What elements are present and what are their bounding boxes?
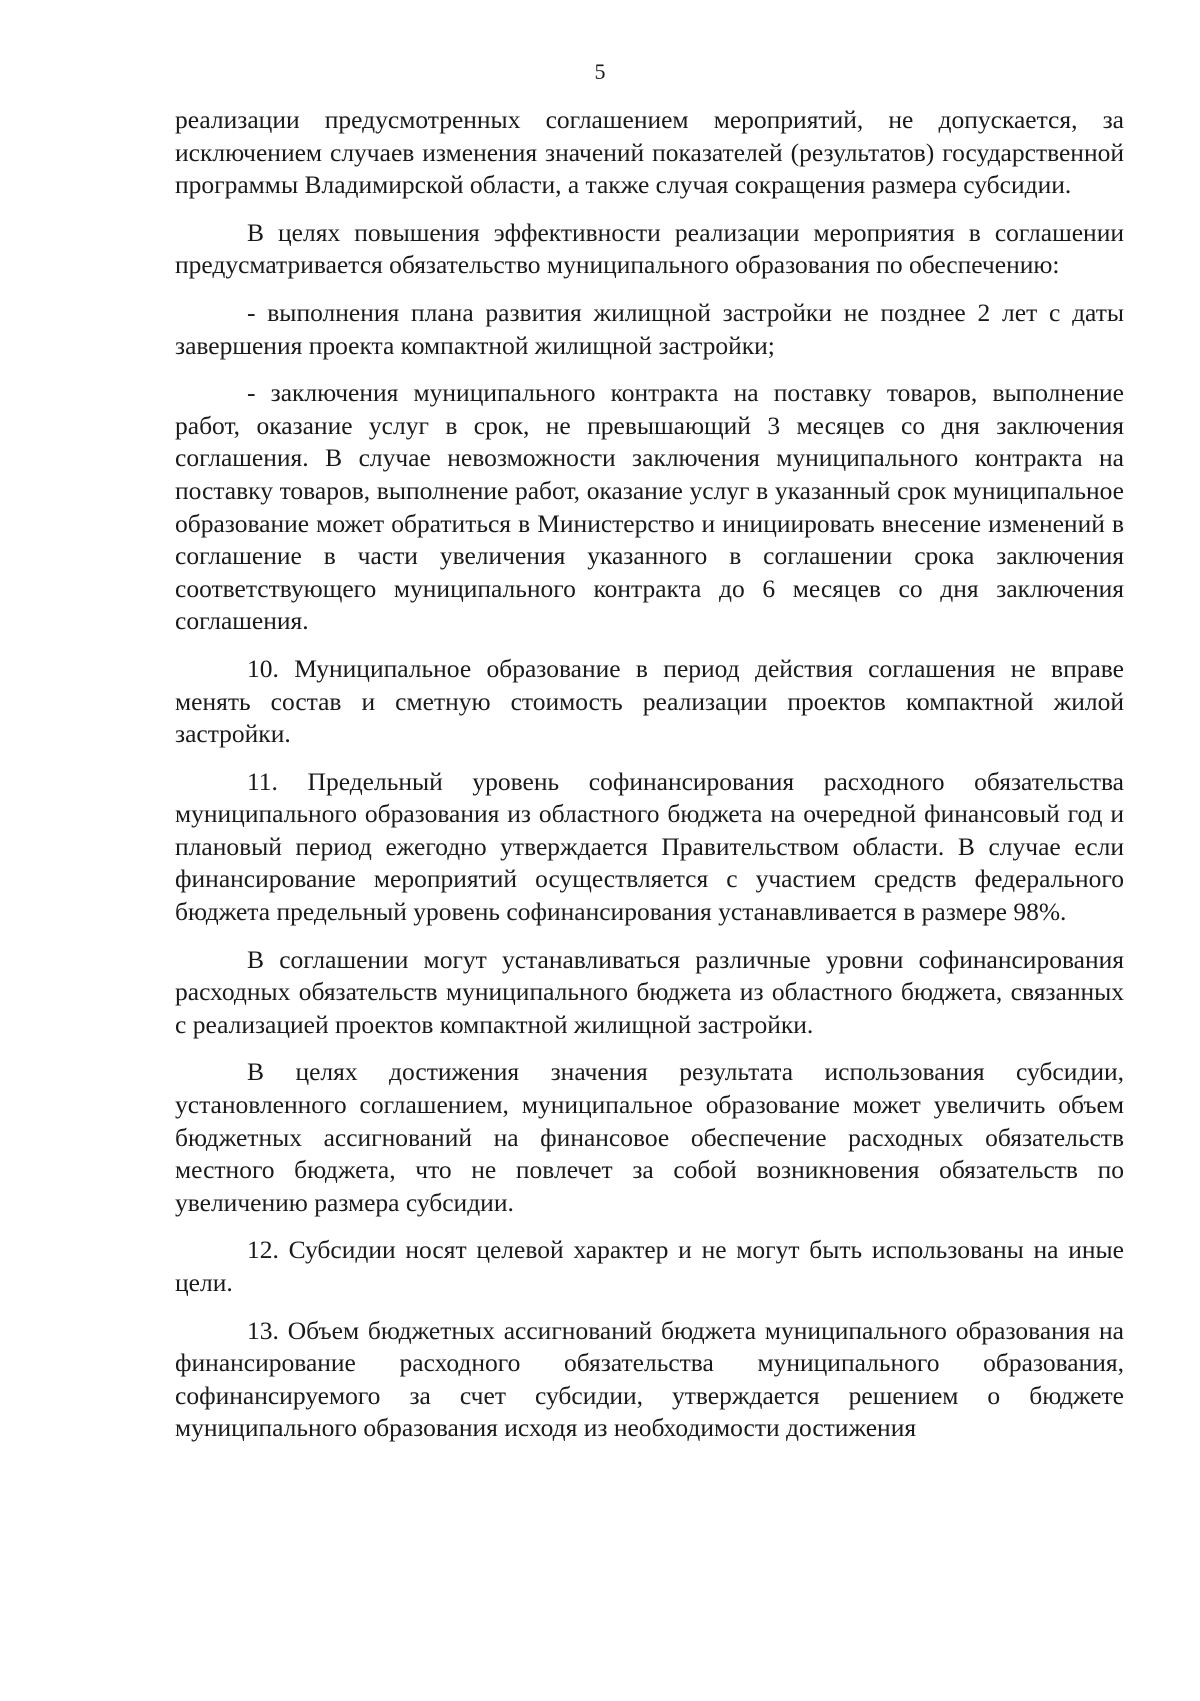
page-number: 5 <box>594 59 606 84</box>
clause-13: 13. Объем бюджетных ассигнований бюджета муниципального образования на финансирование расходного обязательства муниципального образования, софинансируемого за счет субсидии, утверждается решением о бюджете муниципального образования исходя из необходимости достижения <box>175 1315 1124 1443</box>
paragraph-subsidy-result: В целях достижения значения результата использования субсидии, установленного соглашением, муниципальное образование может увеличить объем бюджетных ассигнований на финансовое обеспечение расходных обязательств местного бюджета, что не повлечет за собой возникновения обязательств по увеличению размера субсидии. <box>175 1057 1124 1217</box>
paragraph-efficiency-goal: В целях повышения эффективности реализации мероприятия в соглашении предусматривается обязательство муниципального образования по обеспечению: <box>175 217 1124 280</box>
list-item-housing-plan: - выполнения плана развития жилищной застройки не позднее 2 лет с даты завершения проекта компактной жилищной застройки; <box>175 297 1124 360</box>
clause-12: 12. Субсидии носят целевой характер и не могут быть использованы на иные цели. <box>175 1235 1124 1297</box>
paragraph-cofinancing-levels: В соглашении могут устанавливаться различные уровни софинансирования расходных обязательств муниципального бюджета из областного бюджета, связанных с реализацией проектов компактной жилищной застройки. <box>175 944 1124 1039</box>
clause-10: 10. Муниципальное образование в период действия соглашения не вправе менять состав и сметную стоимость реализации проектов компактной жилой застройки. <box>175 653 1124 749</box>
document-body <box>175 104 1124 1445</box>
clause-11: 11. Предельный уровень софинансирования расходного обязательства муниципального образования из областного бюджета на очередной финансовый год и плановый период ежегодно утверждается Правительством области. В случае если финансирование мероприятий осуществляется с участием средств федерального бюджета предельный уровень софинансирования устанавливается в размере 98%. <box>175 766 1124 927</box>
paragraph-continuation: реализации предусмотренных соглашением мероприятий, не допускается, за исключением случаев изменения значений показателей (результатов) государственной программы Владимирской области, а также случая сокращения размера субсидии. <box>175 105 1124 200</box>
list-item-municipal-contract: - заключения муниципального контракта на поставку товаров, выполнение работ, оказание услуг в срок, не превышающий 3 месяцев со дня заключения соглашения. В случае невозможности заключения муниципального контракта на поставку товаров, выполнение работ, оказание услуг в указанный срок муниципальное образование может обратиться в Министерство и инициировать внесение изменений в соглашение в части увеличения указанного в соглашении срока заключения соответствующего муниципального контракта до 6 месяцев со дня заключения соглашения. <box>175 378 1124 636</box>
